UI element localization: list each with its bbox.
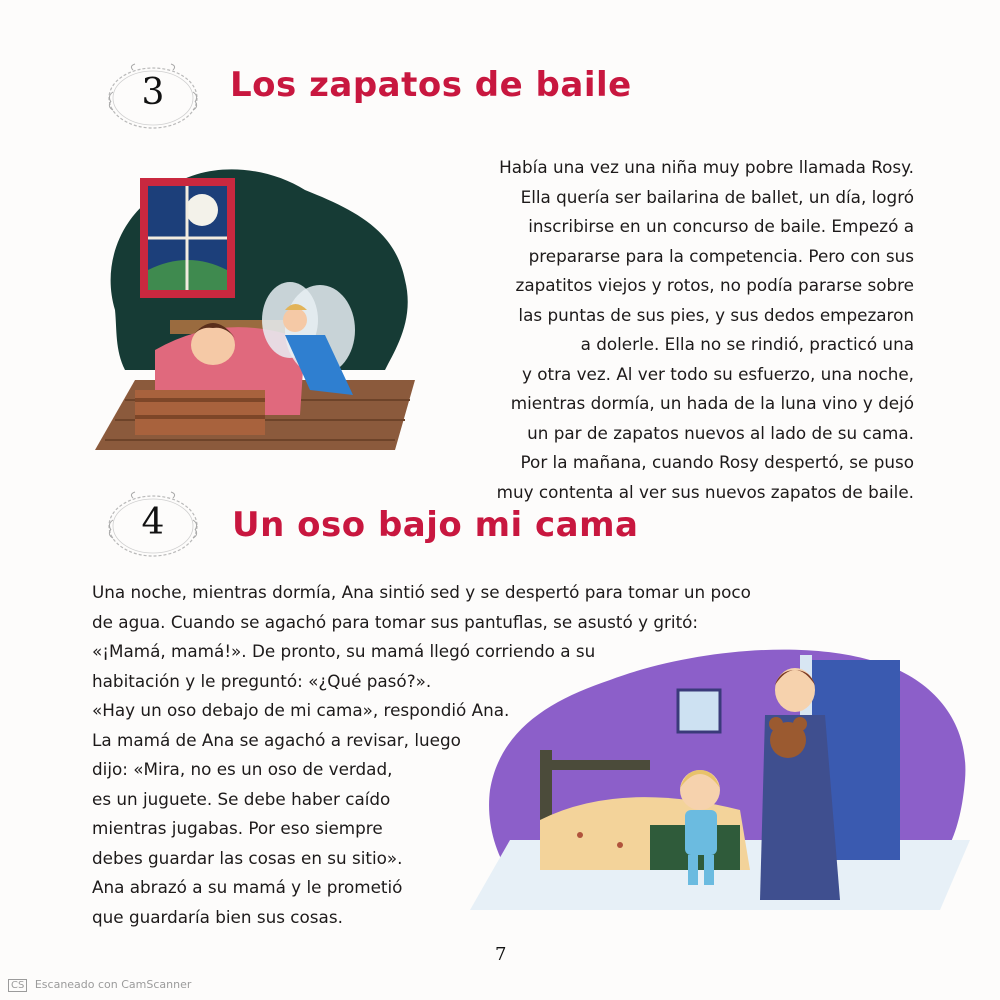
story3-title: Los zapatos de baile	[230, 65, 632, 105]
story3-line: un par de zapatos nuevos al lado de su cama.	[527, 422, 914, 443]
story3-line: Había una vez una niña muy pobre llamada Rosy.	[499, 157, 914, 177]
story4-line: dijo: «Mira, no es un oso de verdad,	[92, 759, 393, 779]
story3-illustration	[95, 150, 425, 470]
scanner-footer	[8, 978, 191, 992]
story4-line: mientras jugabas. Por eso siempre	[92, 818, 383, 838]
scanner-footer-text: Escaneado con CamScanner	[34, 978, 192, 991]
story4-line: Una noche, mientras dormía, Ana sintió sed y se despertó para tomar un poco	[92, 582, 751, 602]
story4-line: debes guardar las cosas en su sitio».	[92, 847, 403, 868]
story4-line: «Hay un oso debajo de mi cama», respondió Ana.	[92, 700, 510, 720]
story3-line: inscribirse en un concurso de baile. Empezó a	[528, 216, 914, 236]
story3-line: zapatitos viejos y rotos, no podía pararse sobre	[515, 275, 914, 295]
story4-line: La mamá de Ana se agachó a revisar, luego	[92, 729, 461, 750]
story3-text	[497, 153, 914, 507]
story3-line: muy contenta al ver sus nuevos zapatos de baile.	[496, 481, 914, 502]
story3-line: y otra vez. Al ver todo su esfuerzo, una noche,	[521, 363, 914, 384]
page-number: 7	[495, 944, 507, 965]
story3-line: las puntas de sus pies, y sus dedos empezaron	[518, 304, 914, 325]
story3-line: mientras dormía, un hada de la luna vino y dejó	[510, 393, 914, 413]
story4-number: 4	[141, 502, 165, 543]
story4-line: Ana abrazó a su mamá y le prometió	[92, 877, 403, 897]
story3-line: prepararse para la competencia. Pero con sus	[528, 245, 914, 266]
story3-number-wreath	[103, 62, 203, 132]
story4-title: Un oso bajo mi cama	[232, 505, 639, 545]
story3-line: a dolerle. Ella no se rindió, practicó una	[580, 334, 914, 354]
story3-line: Por la mañana, cuando Rosy despertó, se puso	[520, 452, 914, 472]
story4-line: de agua. Cuando se agachó para tomar sus pantuflas, se asustó y gritó:	[92, 611, 699, 632]
scanner-logo-icon: CS	[8, 979, 27, 992]
story3-number: 3	[141, 72, 165, 113]
story4-number-wreath	[103, 490, 203, 560]
story4-line: es un juguete. Se debe haber caído	[92, 788, 391, 809]
story4-text	[92, 578, 751, 932]
story4-line: habitación y le preguntó: «¿Qué pasó?».	[92, 670, 432, 691]
story4-line: que guardaría bien sus cosas.	[92, 906, 343, 927]
story3-line: Ella quería ser bailarina de ballet, un día, logró	[520, 186, 914, 207]
story4-line: «¡Mamá, mamá!». De pronto, su mamá llegó corriendo a su	[92, 641, 596, 661]
